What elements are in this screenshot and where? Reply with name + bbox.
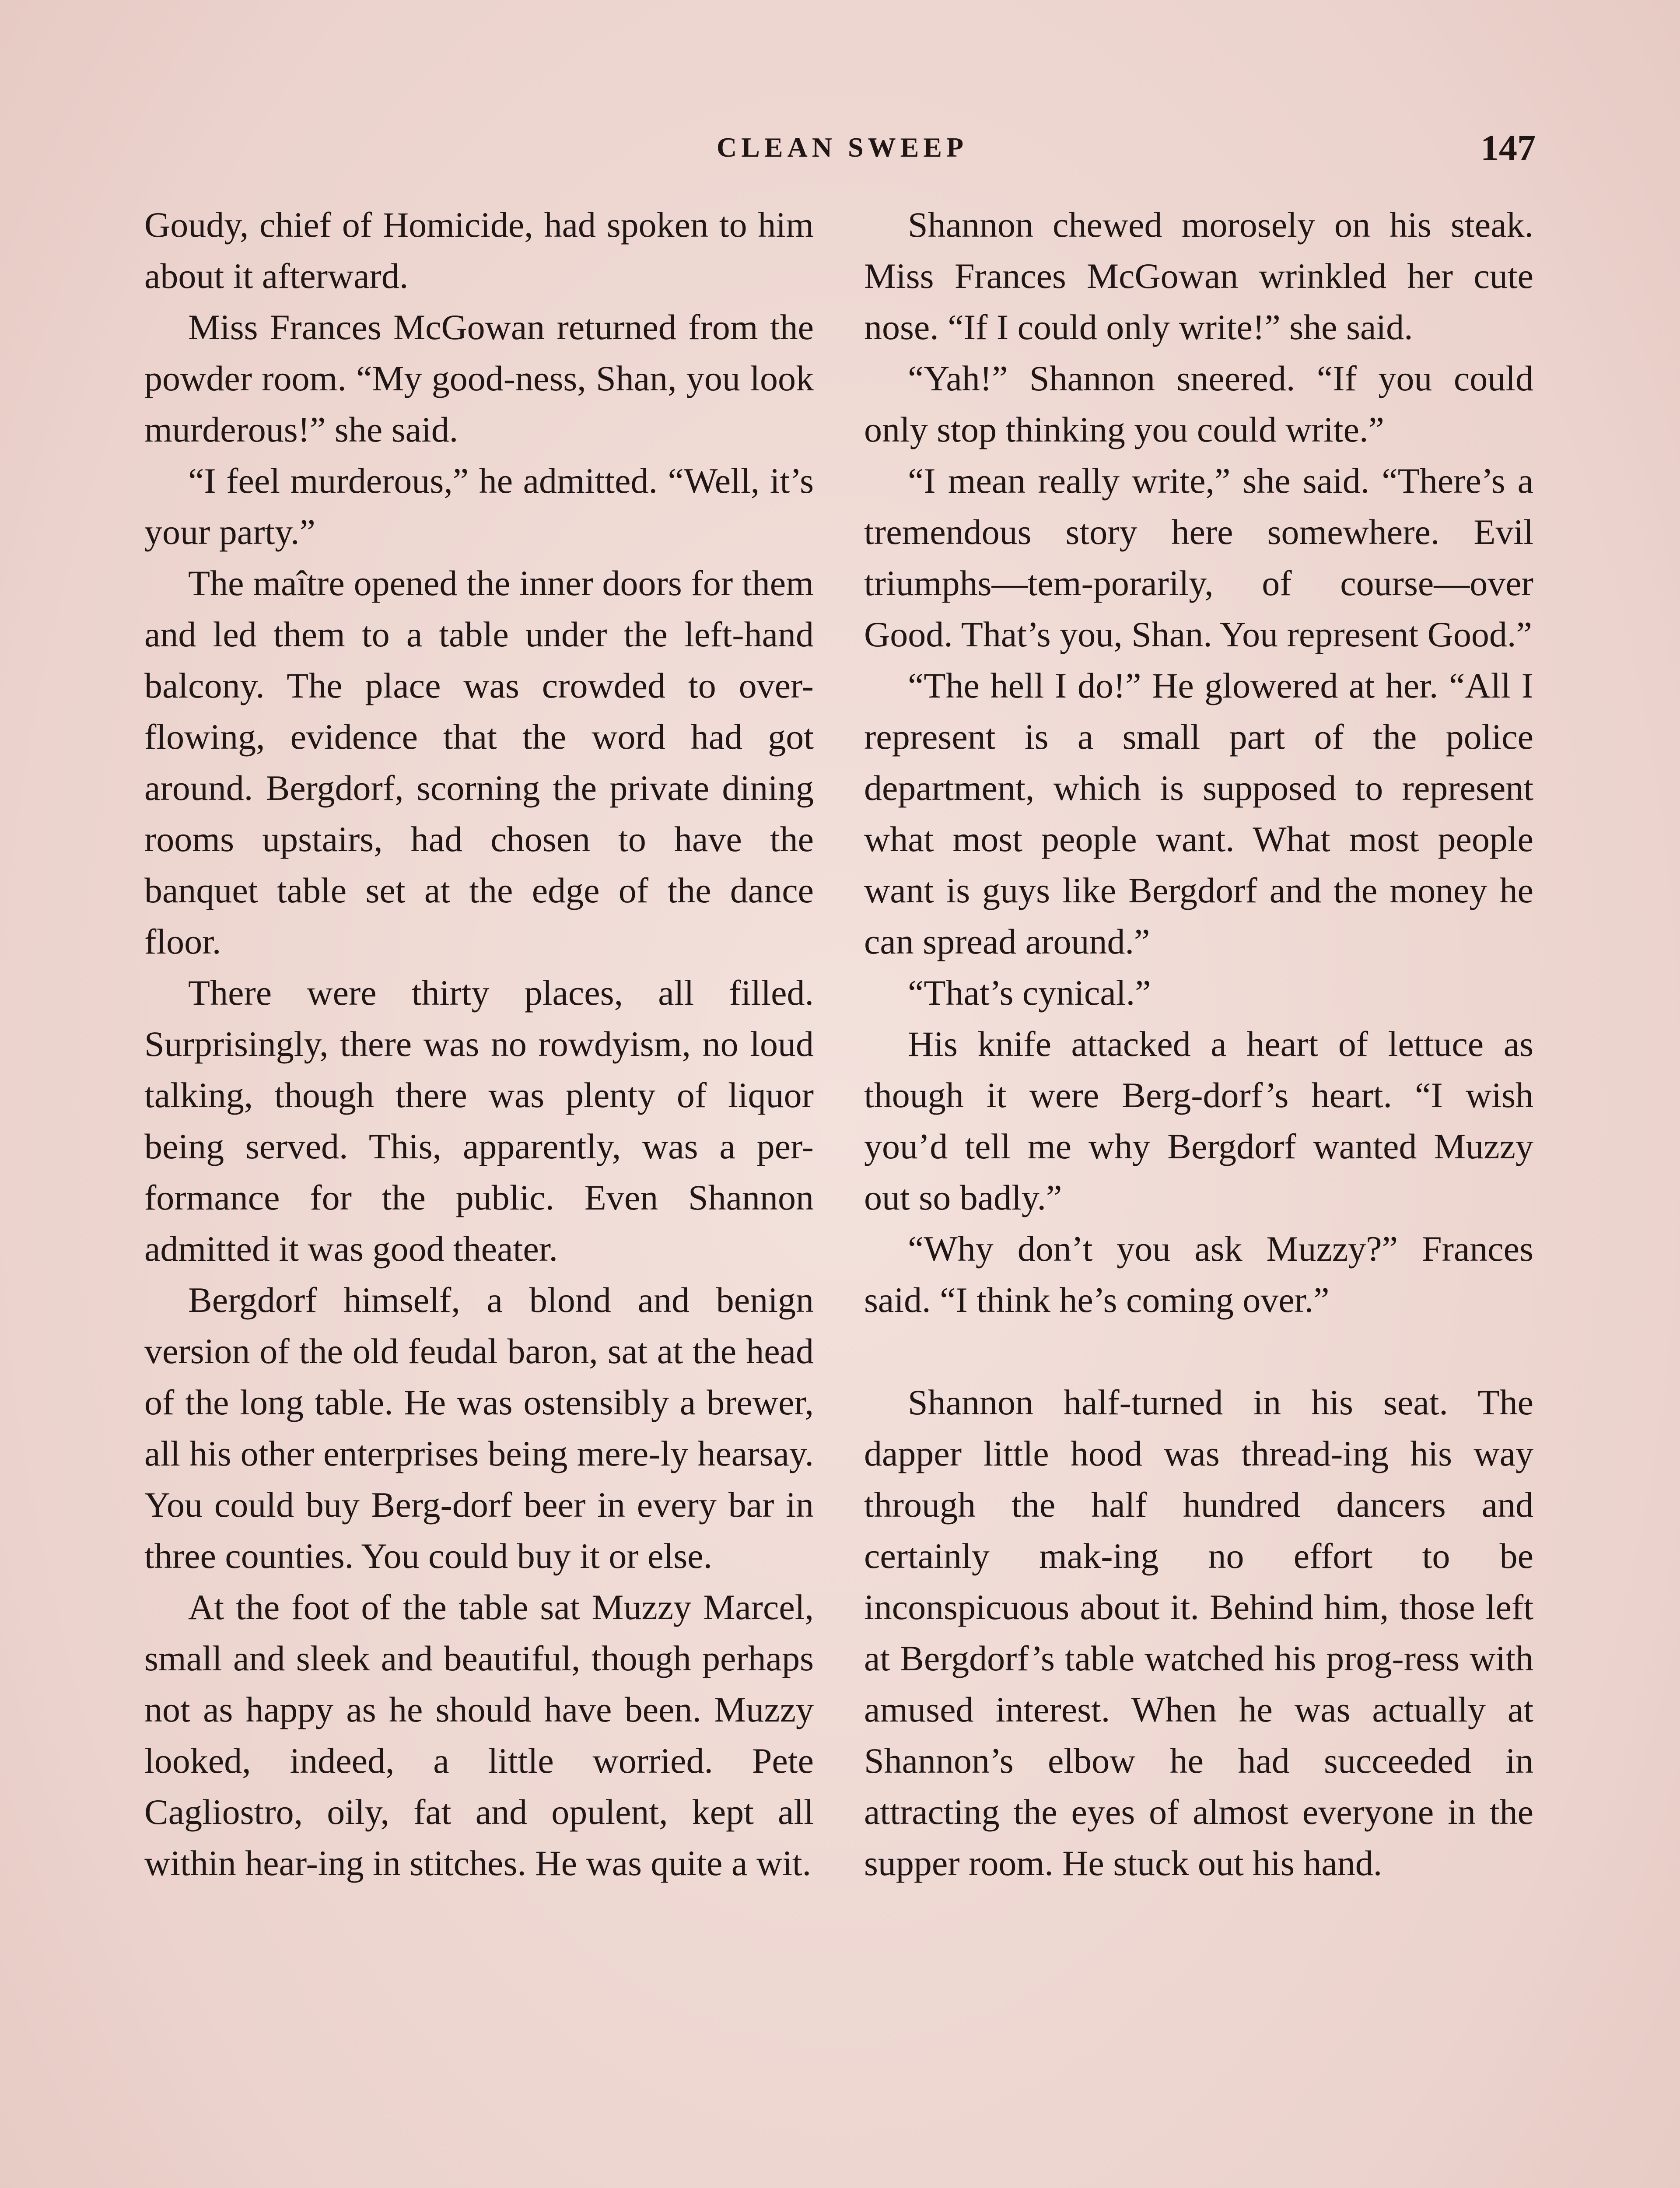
paragraph: His knife attacked a heart of lettuce as though it were Berg-dorf’s heart. “I wish you’d tell me why Bergdorf wanted Muzzy out so badly.” (864, 1024, 1533, 1217)
paragraph: “Why don’t you ask Muzzy?” Frances said. “I think he’s coming over.” (864, 1229, 1533, 1320)
paragraph: Miss Frances McGowan returned from the powder room. “My good-ness, Shan, you look murderous!” she said. (144, 307, 814, 449)
paragraph: “That’s cynical.” (908, 973, 1151, 1013)
right-column (864, 199, 1533, 2188)
paragraph: There were thirty places, all filled. Surprisingly, there was no rowdyism, no loud talking, though there was plenty of liquor being served. This, apparently, was a per-formance for the public. Even Shannon admitted it was good theater. (144, 973, 814, 1269)
paragraph: “I feel murderous,” he admitted. “Well, it’s your party.” (144, 461, 814, 552)
text-columns (144, 199, 1533, 2188)
left-column (144, 199, 814, 2188)
paragraph: “Yah!” Shannon sneered. “If you could only stop thinking you could write.” (864, 358, 1533, 449)
paragraph: At the foot of the table sat Muzzy Marcel, small and sleek and beautiful, though perhaps not as happy as he should have been. Muzzy looked, indeed, a little worried. Pete Cagliostro, oily, fat and opulent, kept all within hear-ing in stitches. He was quite a wit. (144, 1587, 814, 1883)
paragraph: Goudy, chief of Homicide, had spoken to him about it afterward. (144, 205, 814, 296)
paragraph: “I mean really write,” she said. “There’s a tremendous story here somewhere. Evil triumphs—tem-porarily, of course—over Good. That’s you, Shan. You represent Good.” (864, 461, 1533, 654)
paragraph: Bergdorf himself, a blond and benign version of the old feudal baron, sat at the head of the long table. He was ostensibly a brewer, all his other enterprises being mere-ly hearsay. You could buy Berg-dorf beer in every bar in three counties. You could buy it or else. (144, 1280, 814, 1576)
running-title: CLEAN SWEEP (716, 132, 968, 163)
paragraph: Shannon chewed morosely on his steak. Miss Frances McGowan wrinkled her cute nose. “If I could only write!” she said. (864, 205, 1533, 347)
paragraph: The maître opened the inner doors for them and led them to a table under the left-hand balcony. The place was crowded to over-flowing, evidence that the word had got around. Bergdorf, scorning the private dining rooms upstairs, had chosen to have the banquet table set at the edge of the dance floor. (144, 563, 814, 961)
page-number: 147 (1480, 128, 1536, 168)
paragraph: Shannon half-turned in his seat. The dapper little hood was thread-ing his way through the half hundred dancers and certainly mak-ing no effort to be inconspicuous about it. Behind him, those left at Bergdorf’s table watched his prog-ress with amused interest. When he was actually at Shannon’s elbow he had succeeded in attracting the eyes of almost everyone in the supper room. He stuck out his hand. (864, 1382, 1533, 1883)
paragraph: “The hell I do!” He glowered at her. “All I represent is a small part of the police department, which is supposed to represent what most people want. What most people want is guys like Bergdorf and the money he can spread around.” (864, 666, 1533, 961)
page-header (149, 128, 1536, 179)
